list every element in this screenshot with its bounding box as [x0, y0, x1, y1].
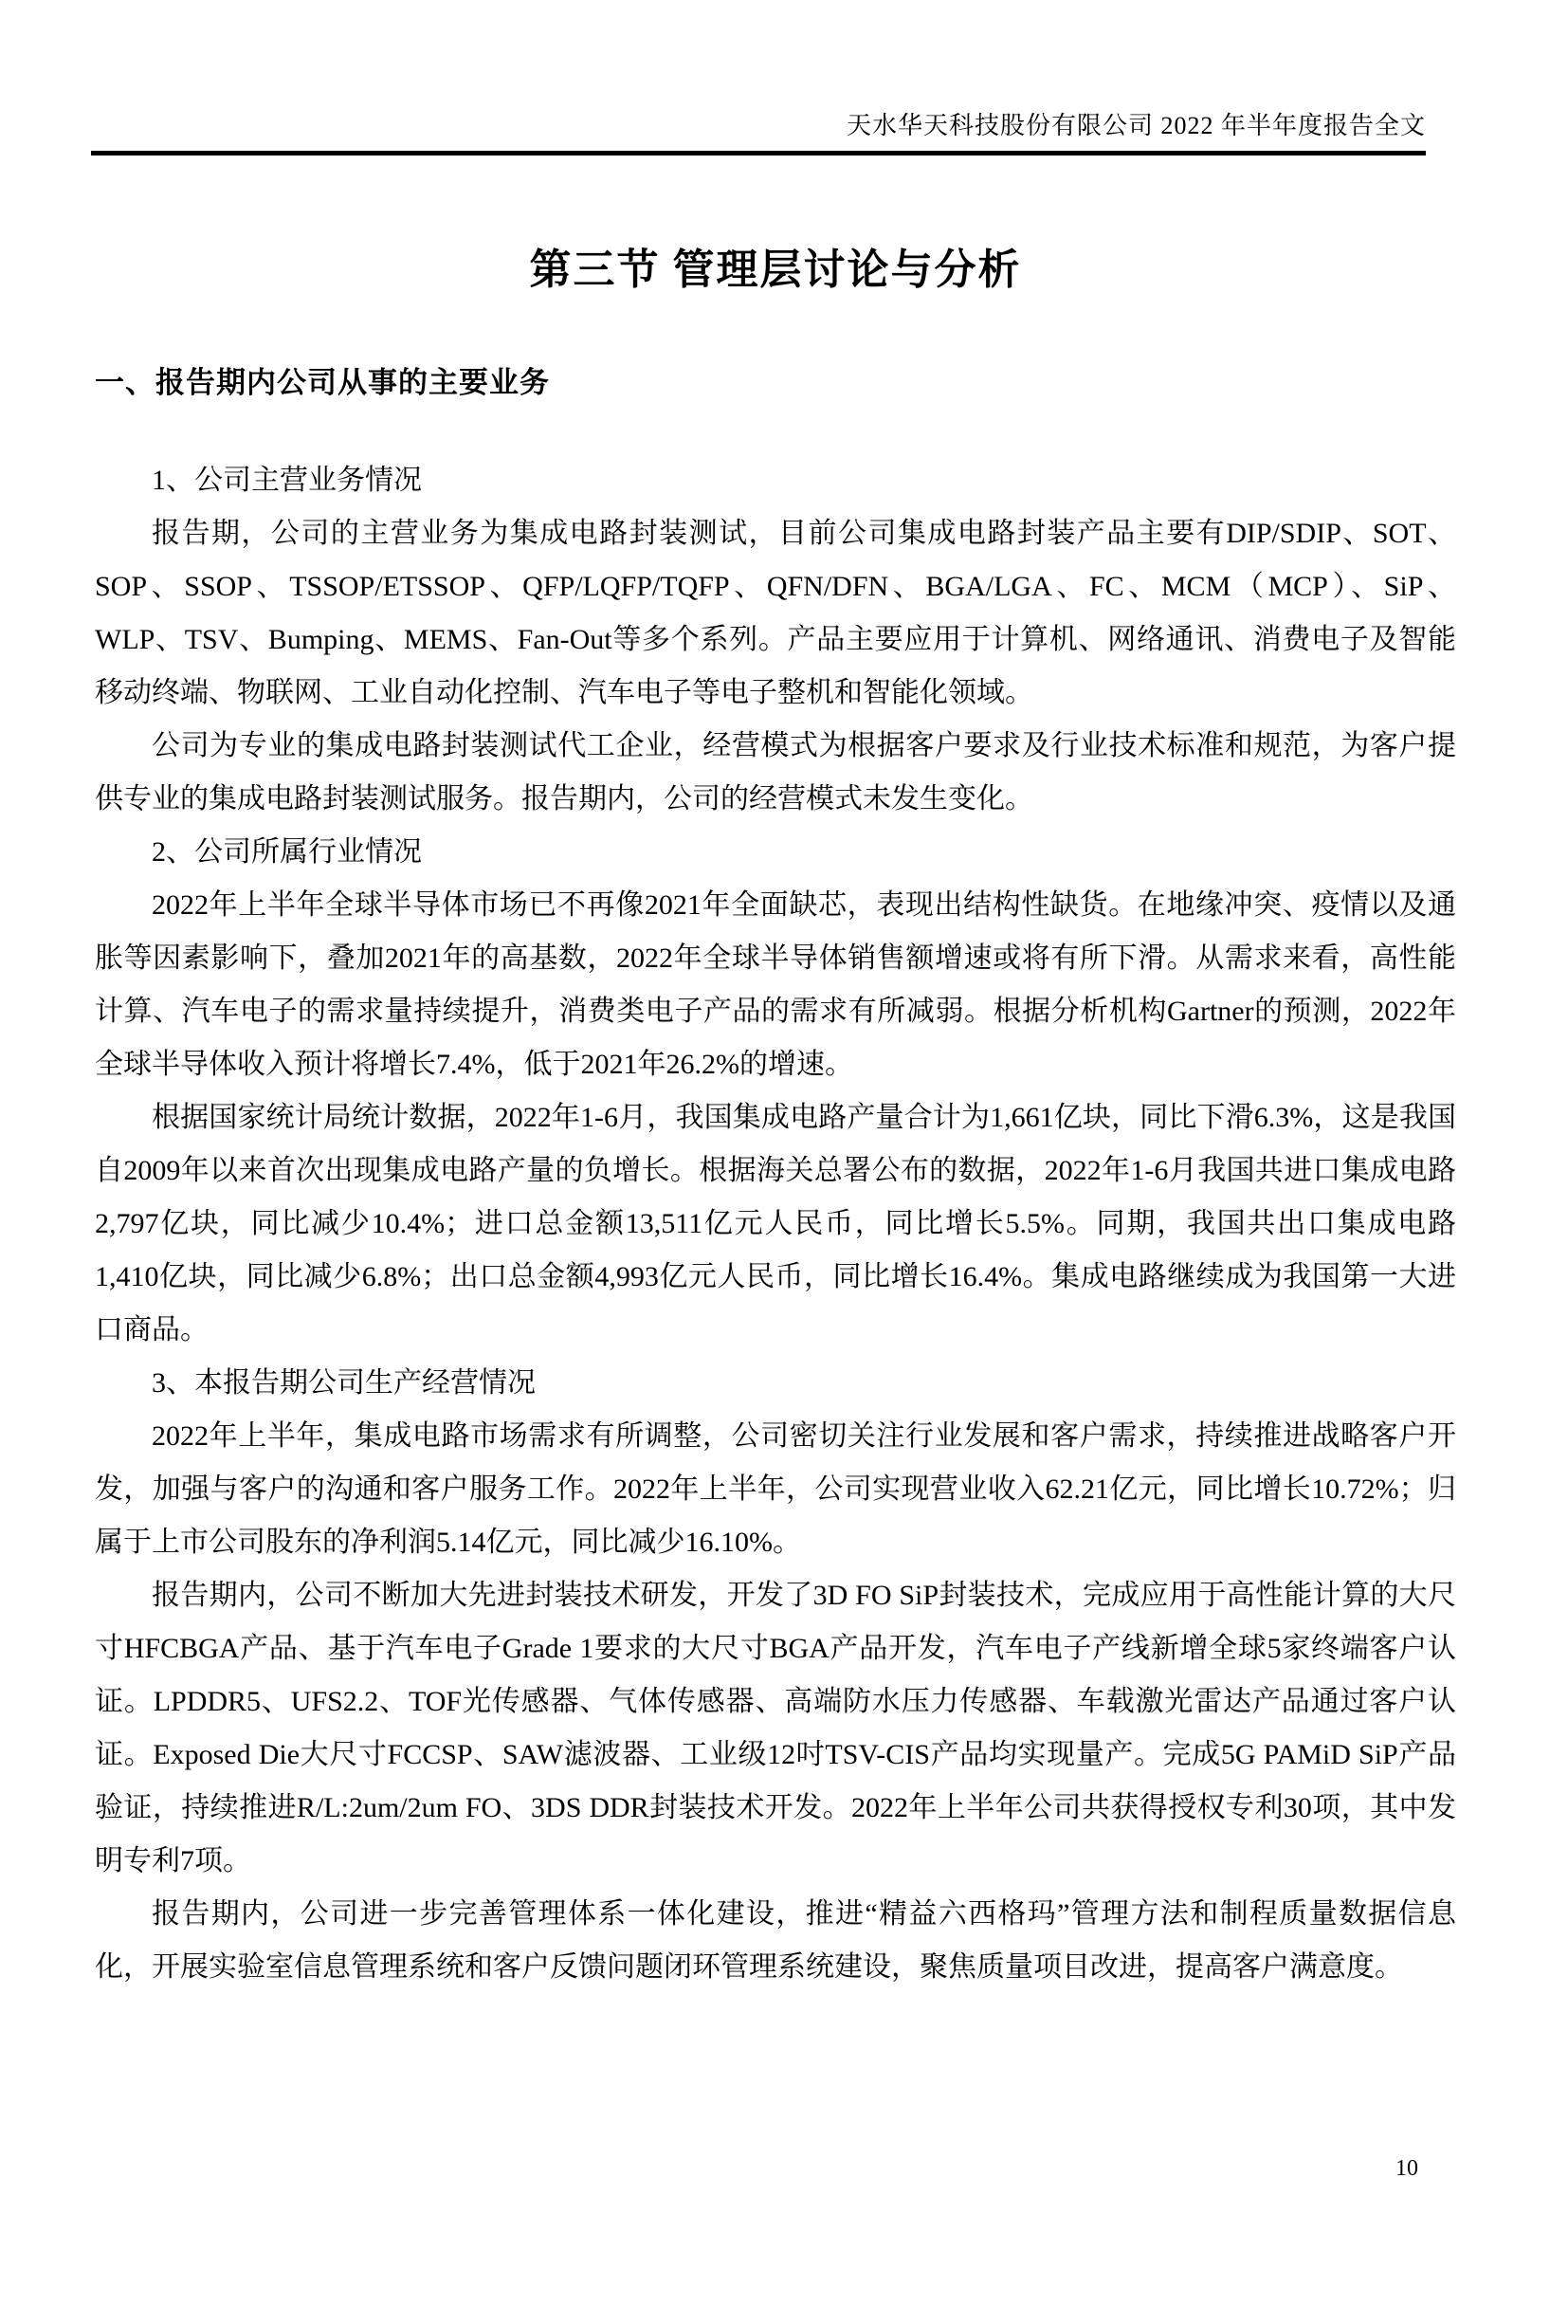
- paragraph: 2022年上半年，集成电路市场需求有所调整，公司密切关注行业发展和客户需求，持续推进战略客户开发，加强与客户的沟通和客户服务工作。2022年上半年，公司实现营业收入62.21亿元，同比增长10.72%；归属于上市公司股东的净利润5.14亿元，同比减少16.10%。: [95, 1420, 1456, 1558]
- document-body: [95, 454, 1456, 1994]
- paragraph: 报告期，公司的主营业务为集成电路封装测试，目前公司集成电路封装产品主要有DIP/SDIP、SOT、SOP、SSOP、TSSOP/ETSSOP、QFP/LQFP/TQFP、QFN/DFN、BGA/LGA、FC、MCM（MCP）、SiP、WLP、TSV、Bumping、MEMS、Fan-Out等多个系列。产品主要应用于计算机、网络通讯、消费电子及智能移动终端、物联网、工业自动化控制、汽车电子等电子整机和智能化领域。: [95, 518, 1456, 708]
- section-heading: 一、报告期内公司从事的主要业务: [95, 366, 550, 399]
- page-title: 第三节 管理层讨论与分析: [529, 247, 1022, 293]
- paragraph: 报告期内，公司不断加大先进封装技术研发，开发了3D FO SiP封装技术，完成应用于高性能计算的大尺寸HFCBGA产品、基于汽车电子Grade 1要求的大尺寸BGA产品开发，汽车电子产线新增全球5家终端客户认证。LPDDR5、UFS2.2、TOF光传感器、气体传感器、高端防水压力传感器、车载激光雷达产品通过客户认证。Exposed Die大尺寸FCCSP、SAW滤波器、工业级12吋TSV-CIS产品均实现量产。完成5G PAMiD SiP产品验证，持续推进R/L:2um/2um FO、3DS DDR封装技术开发。2022年上半年公司共获得授权专利30项，其中发明专利7项。: [95, 1580, 1456, 1876]
- subsection-heading-3: 3、本报告期公司生产经营情况: [152, 1367, 536, 1399]
- subsection-heading-2: 2、公司所属行业情况: [152, 836, 422, 868]
- paragraph: 公司为专业的集成电路封装测试代工企业，经营模式为根据客户要求及行业技术标准和规范，为客户提供专业的集成电路封装测试服务。报告期内，公司的经营模式未发生变化。: [95, 730, 1456, 814]
- paragraph: 根据国家统计局统计数据，2022年1-6月，我国集成电路产量合计为1,661亿块，同比下滑6.3%，这是我国自2009年以来首次出现集成电路产量的负增长。根据海关总署公布的数据，2022年1-6月我国共进口集成电路2,797亿块，同比减少10.4%；进口总金额13,511亿元人民币，同比增长5.5%。同期，我国共出口集成电路1,410亿块，同比减少6.8%；出口总金额4,993亿元人民币，同比增长16.4%。集成电路继续成为我国第一大进口商品。: [95, 1102, 1456, 1345]
- running-header: [91, 106, 1426, 156]
- report-page: [0, 106, 1568, 2324]
- page-number: 10: [1395, 2156, 1418, 2181]
- paragraph: 报告期内，公司进一步完善管理体系一体化建设，推进“精益六西格玛”管理方法和制程质量数据信息化，开展实验室信息管理系统和客户反馈问题闭环管理系统建设，聚焦质量项目改进，提高客户满意度。: [95, 1898, 1456, 1983]
- running-header-text: 天水华天科技股份有限公司 2022 年半年度报告全文: [846, 112, 1426, 139]
- paragraph: 2022年上半年全球半导体市场已不再像2021年全面缺芯，表现出结构性缺货。在地缘冲突、疫情以及通胀等因素影响下，叠加2021年的高基数，2022年全球半导体销售额增速或将有所下滑。从需求来看，高性能计算、汽车电子的需求量持续提升，消费类电子产品的需求有所减弱。根据分析机构Gartner的预测，2022年全球半导体收入预计将增长7.4%，低于2021年26.2%的增速。: [95, 889, 1456, 1080]
- subsection-heading-1: 1、公司主营业务情况: [152, 465, 422, 496]
